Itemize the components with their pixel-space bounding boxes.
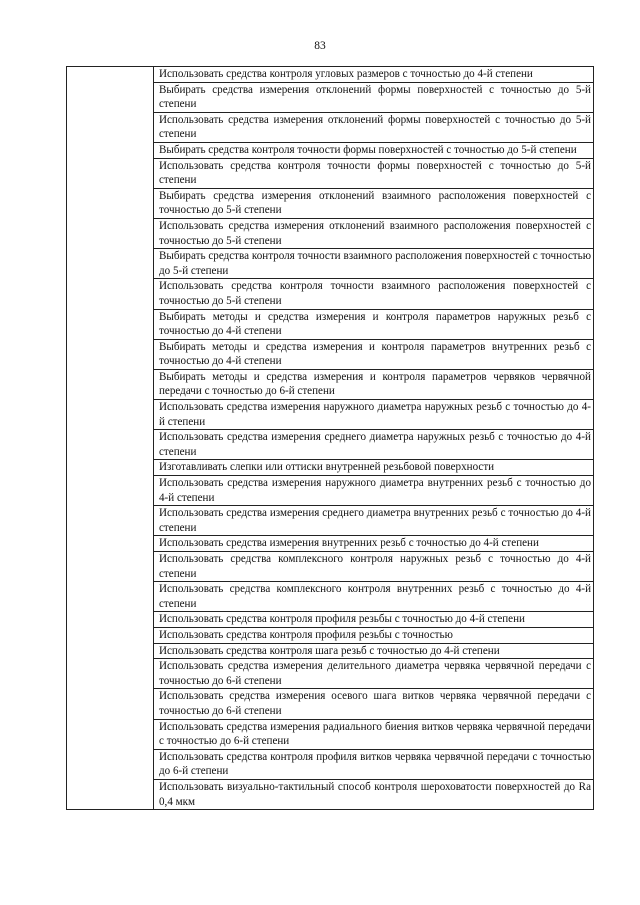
skill-cell: Выбирать методы и средства измерения и контроля параметров наружных резьб с точностью до 4-й степени — [154, 309, 594, 339]
skill-cell: Использовать средства контроля угловых размеров с точностью до 4-й степени — [154, 67, 594, 83]
skill-cell: Использовать средства измерения внутренних резьб с точностью до 4-й степени — [154, 536, 594, 552]
skill-cell: Использовать средства измерения делительного диаметра червяка червячной передачи с точностью до 6-й степени — [154, 659, 594, 689]
skill-cell: Использовать средства измерения отклонений взаимного расположения поверхностей с точностью до 5-й степени — [154, 218, 594, 248]
skill-cell: Использовать средства измерения наружного диаметра наружных резьб с точностью до 4-й степени — [154, 400, 594, 430]
skill-cell: Выбирать средства измерения отклонений формы поверхностей с точностью до 5-й степени — [154, 82, 594, 112]
skills-table — [66, 66, 594, 810]
page-number: 83 — [314, 40, 326, 52]
skill-cell: Выбирать методы и средства измерения и контроля параметров червяков червячной передачи с точностью до 6-й степени — [154, 369, 594, 399]
skill-cell: Использовать средства контроля точности формы поверхностей с точностью до 5-й степени — [154, 158, 594, 188]
skill-cell: Использовать средства измерения радиального биения витков червяка червячной передачи с точностью до 6-й степени — [154, 719, 594, 749]
skill-cell: Использовать средства измерения среднего диаметра внутренних резьб с точностью до 4-й степени — [154, 506, 594, 536]
skill-cell: Изготавливать слепки или оттиски внутренней резьбовой поверхности — [154, 460, 594, 476]
skill-cell: Использовать средства комплексного контроля наружных резьб с точностью до 4-й степени — [154, 552, 594, 582]
skill-cell: Использовать средства измерения отклонений формы поверхностей с точностью до 5-й степени — [154, 112, 594, 142]
skill-cell: Использовать средства комплексного контроля внутренних резьб с точностью до 4-й степени — [154, 582, 594, 612]
skill-cell: Использовать средства контроля точности взаимного расположения поверхностей с точностью до 5-й степени — [154, 279, 594, 309]
skill-cell: Использовать средства контроля профиля витков червяка червячной передачи с точностью до 6-й степени — [154, 749, 594, 779]
skill-cell: Использовать средства измерения наружного диаметра внутренних резьб с точностью до 4-й степени — [154, 476, 594, 506]
table-row — [67, 67, 594, 83]
skill-cell: Использовать визуально-тактильный способ контроля шероховатости поверхностей до Ra 0,4 мкм — [154, 779, 594, 809]
skill-cell: Использовать средства измерения осевого шага витков червяка червячной передачи с точностью до 6-й степени — [154, 689, 594, 719]
table-body — [67, 67, 594, 810]
skill-cell: Использовать средства контроля профиля резьбы с точностью до 4-й степени — [154, 612, 594, 628]
skill-cell: Выбирать средства контроля точности взаимного расположения поверхностей с точностью до 5-й степени — [154, 249, 594, 279]
skill-cell: Использовать средства измерения среднего диаметра наружных резьб с точностью до 4-й степени — [154, 430, 594, 460]
skill-cell: Выбирать средства измерения отклонений взаимного расположения поверхностей с точностью до 5-й степени — [154, 188, 594, 218]
skill-cell: Использовать средства контроля профиля резьбы с точностью — [154, 627, 594, 643]
skill-cell: Использовать средства контроля шага резьб с точностью до 4-й степени — [154, 643, 594, 659]
skill-cell: Выбирать средства контроля точности формы поверхностей с точностью до 5-й степени — [154, 142, 594, 158]
left-column-cell — [67, 67, 154, 810]
skill-cell: Выбирать методы и средства измерения и контроля параметров внутренних резьб с точностью до 4-й степени — [154, 339, 594, 369]
